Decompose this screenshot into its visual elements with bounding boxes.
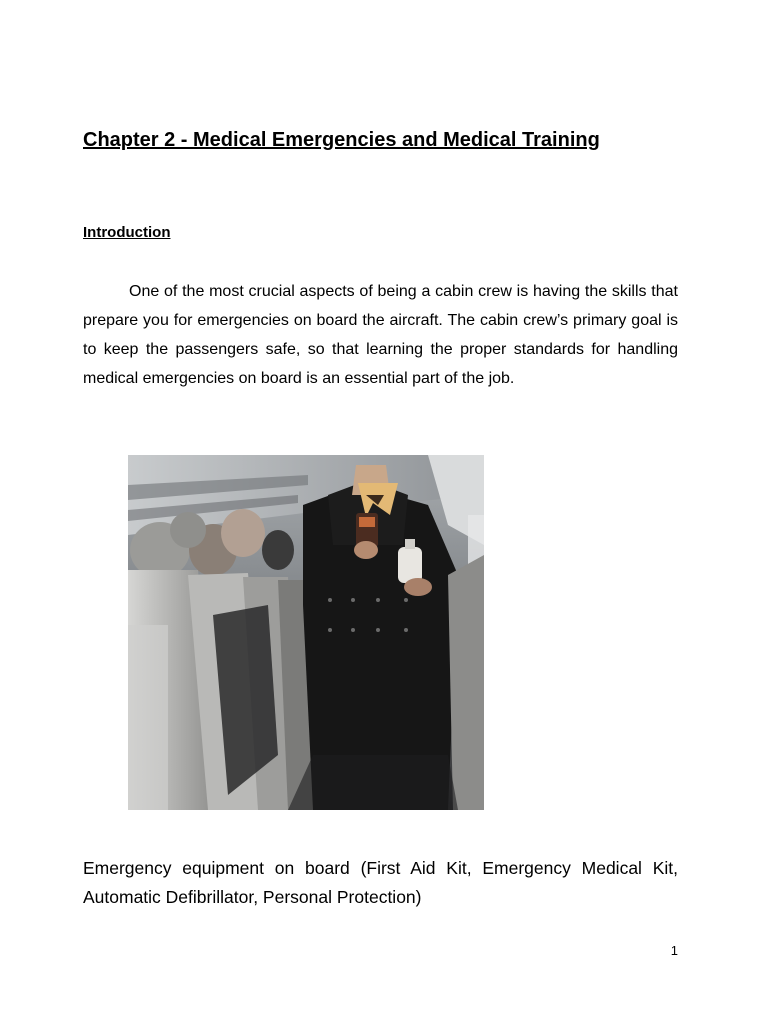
- chapter-title: Chapter 2 - Medical Emergencies and Medical Training: [83, 129, 600, 151]
- introduction-heading: Introduction: [83, 224, 171, 241]
- figure-caption: Emergency equipment on board (First Aid Kit, Emergency Medical Kit, Automatic Defibrillator, Personal Protection): [83, 858, 678, 907]
- page-number: 1: [670, 943, 678, 958]
- cabin-crew-photo: [128, 455, 484, 810]
- introduction-paragraph: One of the most crucial aspects of being a cabin crew is having the skills that prepare you for emergencies on board the aircraft. The cabin crew’s primary goal is to keep the passengers safe, so that learning the proper standards for handling medical emergencies on board is an essential part of the job.: [83, 283, 678, 387]
